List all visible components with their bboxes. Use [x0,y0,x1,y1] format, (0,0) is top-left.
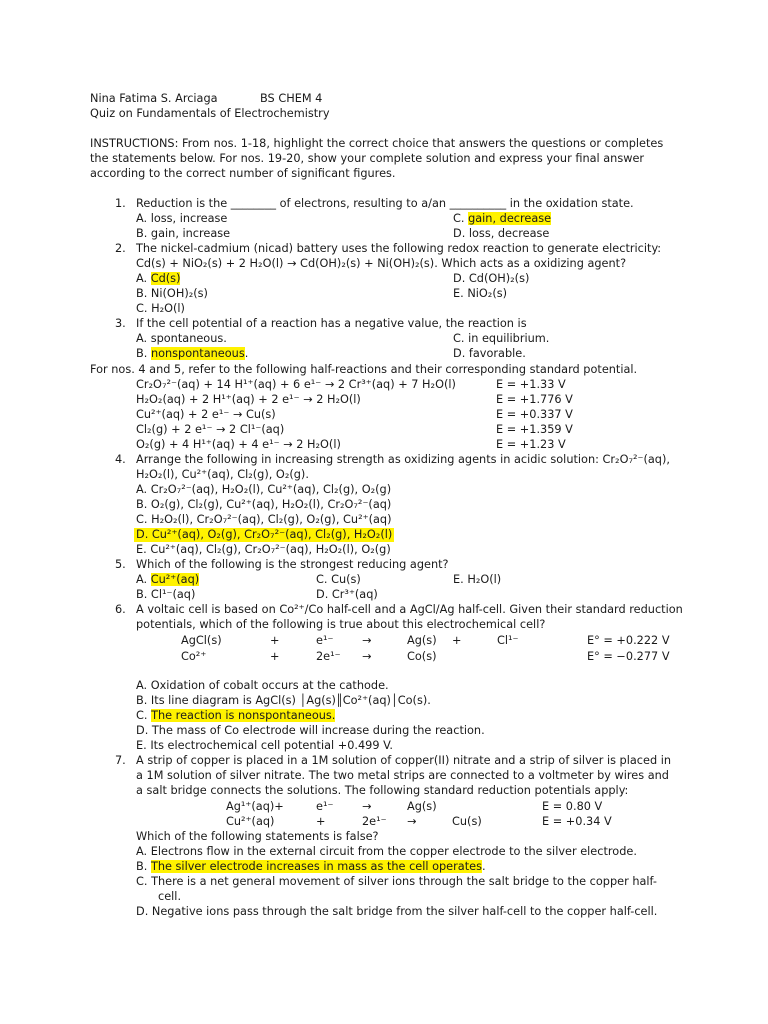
reaction-species: Co(s) [407,650,437,663]
reference-intro: For nos. 4 and 5, refer to the following half-reactions and their corresponding standard potential. [90,363,638,376]
quiz-title: Quiz on Fundamentals of Electrochemistry [90,107,330,120]
standard-potential: E = +1.23 V [496,438,566,451]
choice-a [136,272,180,286]
choice-a: A. Electrons flow in the external circuit from the copper electrode to the silver electrode. [136,845,637,858]
reaction-species: Co²⁺ [181,650,207,663]
half-reaction: H₂O₂(aq) + 2 H¹⁺(aq) + 2 e¹⁻ → 2 H₂O(l) [136,393,361,406]
choice-c: C. Cu(s) [316,573,361,586]
instructions-line: according to the correct number of significant figures. [90,167,396,180]
standard-potential: E = +1.776 V [496,393,573,406]
choice-letter: C. [453,212,465,225]
standard-potential: E = +0.34 V [542,815,612,828]
choice-c [136,709,335,723]
standard-potential: E = +1.359 V [496,423,573,436]
reaction-arrow: → [362,634,372,647]
choice-b: B. Its line diagram is AgCl(s) │Ag(s)║Co²⁺(aq)│Co(s). [136,694,431,707]
question-text: H₂O₂(l), Cu²⁺(aq), Cl₂(g), O₂(g). [136,468,309,481]
question-number: 1. [115,197,126,210]
question-number: 4. [115,453,126,466]
choice-d: D. The mass of Co electrode will increase during the reaction. [136,724,485,737]
instructions-line: the statements below. For nos. 19-20, show your complete solution and express your final answer [90,152,645,165]
question-text: Which of the following is the strongest reducing agent? [136,558,449,571]
choice-b [136,860,486,874]
highlighted-answer: The silver electrode increases in mass as the cell operates [150,860,482,873]
reaction-arrow: → [362,800,372,813]
question-text: Which of the following statements is false? [136,830,379,843]
half-reaction: Cr₂O₇²⁻(aq) + 14 H¹⁺(aq) + 6 e¹⁻ → 2 Cr³⁺(aq) + 7 H₂O(l) [136,378,456,391]
choice-e: E. Cu²⁺(aq), Cl₂(g), Cr₂O₇²⁻(aq), H₂O₂(l), O₂(g) [136,543,391,556]
question-text: Cd(s) + NiO₂(s) + 2 H₂O(l) → Cd(OH)₂(s) + Ni(OH)₂(s). Which acts as a oxidizing agent? [136,257,627,270]
standard-potential: E = +0.337 V [496,408,573,421]
half-reaction: O₂(g) + 4 H¹⁺(aq) + 4 e¹⁻ → 2 H₂O(l) [136,438,341,451]
reaction-arrow: → [407,815,417,828]
course-label: BS CHEM 4 [260,92,323,105]
choice-c: C. H₂O₂(l), Cr₂O₇²⁻(aq), Cl₂(g), O₂(g), Cu²⁺(aq) [136,513,392,526]
highlighted-answer: Cd(s) [150,272,181,285]
reaction-plus: + [270,650,280,663]
half-reaction: Cl₂(g) + 2 e¹⁻ → 2 Cl¹⁻(aq) [136,423,285,436]
highlighted-answer: nonspontaneous [150,347,245,360]
punctuation: . [244,347,249,360]
choice-d: D. Cr³⁺(aq) [316,588,378,601]
choice-d: D. Negative ions pass through the salt bridge from the silver half-cell to the copper half-cell. [136,905,658,918]
question-text: The nickel-cadmium (nicad) battery uses the following redox reaction to generate electricity: [136,242,662,255]
choice-letter: B. [136,347,148,360]
choice-b: B. Cl¹⁻(aq) [136,588,196,601]
choice-d: D. favorable. [453,347,526,360]
question-text: If the cell potential of a reaction has a negative value, the reaction is [136,317,527,330]
reaction-species: Cu(s) [452,815,482,828]
question-text: A voltaic cell is based on Co²⁺/Co half-cell and a AgCl/Ag half-cell. Given their standard reduction [136,603,683,616]
choice-letter: C. [136,709,148,722]
choice-c [453,212,551,226]
reaction-electron: 2e¹⁻ [316,650,341,663]
question-number: 3. [115,317,126,330]
choice-letter: B. [136,860,148,873]
choice-a: A. spontaneous. [136,332,227,345]
reaction-plus: + [270,634,280,647]
reaction-electron: e¹⁻ [316,800,334,813]
choice-letter: A. [136,272,148,285]
choice-letter: A. [136,573,148,586]
choice-b [136,347,248,361]
reaction-plus: + [316,815,326,828]
reaction-plus: + [452,634,462,647]
choice-a: A. Cr₂O₇²⁻(aq), H₂O₂(l), Cu²⁺(aq), Cl₂(g), O₂(g) [136,483,392,496]
reaction-arrow: → [362,650,372,663]
choice-c: C. in equilibrium. [453,332,550,345]
choice-b: B. gain, increase [136,227,231,240]
highlighted-answer: D. Cu²⁺(aq), O₂(g), Cr₂O₇²⁻(aq), Cl₂(g), H₂O₂(l) [136,528,393,541]
choice-c: C. H₂O(l) [136,302,185,315]
reaction-electron: e¹⁻ [316,634,334,647]
standard-potential: E = 0.80 V [542,800,603,813]
choice-a [136,573,199,587]
choice-e: E. Its electrochemical cell potential +0.499 V. [136,739,394,752]
question-number: 6. [115,603,126,616]
standard-potential: E = +1.33 V [496,378,566,391]
question-text: a salt bridge connects the solutions. The following standard reduction potentials apply: [136,784,629,797]
choice-d: D. loss, decrease [453,227,550,240]
choice-b: B. Ni(OH)₂(s) [136,287,208,300]
choice-b: B. O₂(g), Cl₂(g), Cu²⁺(aq), H₂O₂(l), Cr₂O₇²⁻(aq) [136,498,392,511]
reaction-species: Cl¹⁻ [497,634,519,647]
choice-a: A. loss, increase [136,212,228,225]
instructions-line: INSTRUCTIONS: From nos. 1-18, highlight the correct choice that answers the questions or completes [90,137,664,150]
question-text: Arrange the following in increasing strength as oxidizing agents in acidic solution: Cr₂O₇²⁻(aq), [136,453,670,466]
choice-a: A. Oxidation of cobalt occurs at the cathode. [136,679,389,692]
reaction-electron: 2e¹⁻ [362,815,387,828]
question-text: Reduction is the ________ of electrons, resulting to a/an __________ in the oxidation state. [136,197,634,210]
standard-potential: E° = +0.222 V [587,634,670,647]
question-text: A strip of copper is placed in a 1M solution of copper(II) nitrate and a strip of silver is placed in [136,754,672,767]
highlighted-answer: Cu²⁺(aq) [150,573,200,586]
punctuation: . [481,860,486,873]
choice-e: E. NiO₂(s) [453,287,508,300]
question-text: a 1M solution of silver nitrate. The two metal strips are connected to a voltmeter by wires and [136,769,669,782]
half-reaction: Cu²⁺(aq) + 2 e¹⁻ → Cu(s) [136,408,276,421]
highlighted-answer: gain, decrease [468,212,552,225]
question-number: 2. [115,242,126,255]
reaction-species: Ag¹⁺(aq)+ [226,800,284,813]
question-text: potentials, which of the following is true about this electrochemical cell? [136,618,546,631]
choice-c: C. There is a net general movement of silver ions through the salt bridge to the copper half- [136,875,657,888]
question-number: 7. [115,754,126,767]
highlighted-answer: The reaction is nonspontaneous. [151,709,336,722]
question-number: 5. [115,558,126,571]
reaction-species: AgCl(s) [181,634,222,647]
choice-e: E. H₂O(l) [453,573,502,586]
reaction-species: Cu²⁺(aq) [226,815,275,828]
standard-potential: E° = −0.277 V [587,650,670,663]
choice-d: D. Cd(OH)₂(s) [453,272,530,285]
choice-c-continued: cell. [158,890,182,903]
reaction-species: Ag(s) [407,634,437,647]
student-name: Nina Fatima S. Arciaga [90,92,218,105]
reaction-species: Ag(s) [407,800,437,813]
